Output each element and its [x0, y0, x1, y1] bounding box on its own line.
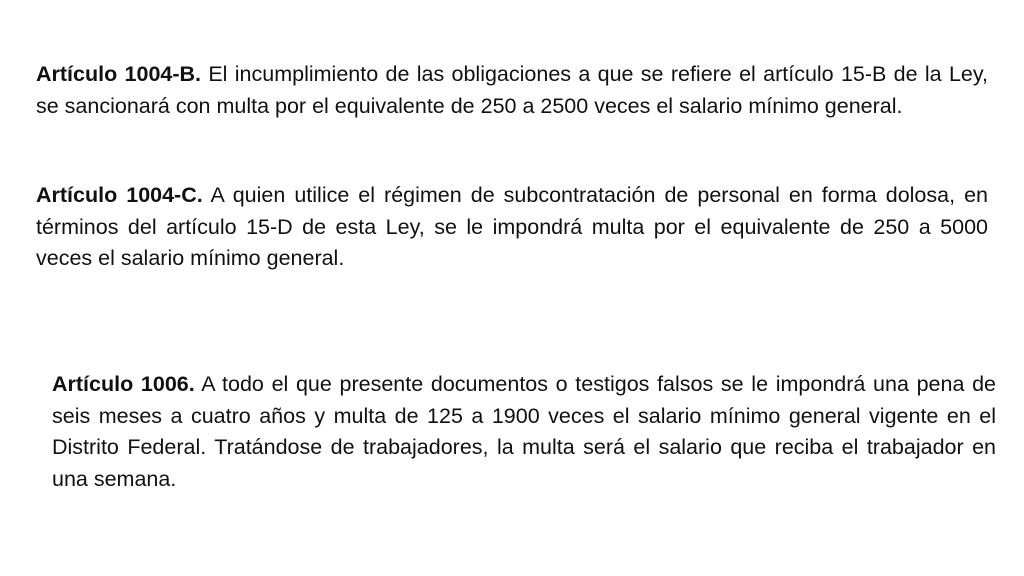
article-title: Artículo 1004-C.: [36, 183, 203, 207]
article-1004-c: [36, 180, 988, 275]
article-1006: [52, 369, 996, 495]
article-title: Artículo 1006.: [52, 372, 195, 396]
article-1004-b: [36, 59, 988, 122]
article-text: A todo el que presente documentos o testigos falsos se le impondrá una pena de seis meses a cuatro años y multa de 125 a 1900 veces el salario mínimo general vigente en el Distrito Federal. Tratándose de trabajadores, la multa será el salario que reciba el trabajador en una semana.: [52, 372, 997, 491]
article-title: Artículo 1004-B.: [36, 62, 202, 86]
article-text: El incumplimiento de las obligaciones a que se refiere el artículo 15-B de la Ley, se sancionará con multa por el equivalente de 250 a 2500 veces el salario mínimo general.: [36, 62, 988, 118]
article-text: A quien utilice el régimen de subcontratación de personal en forma dolosa, en términos del artículo 15-D de esta Ley, se le impondrá multa por el equivalente de 250 a 5000 veces el salario mínimo general.: [36, 183, 988, 270]
